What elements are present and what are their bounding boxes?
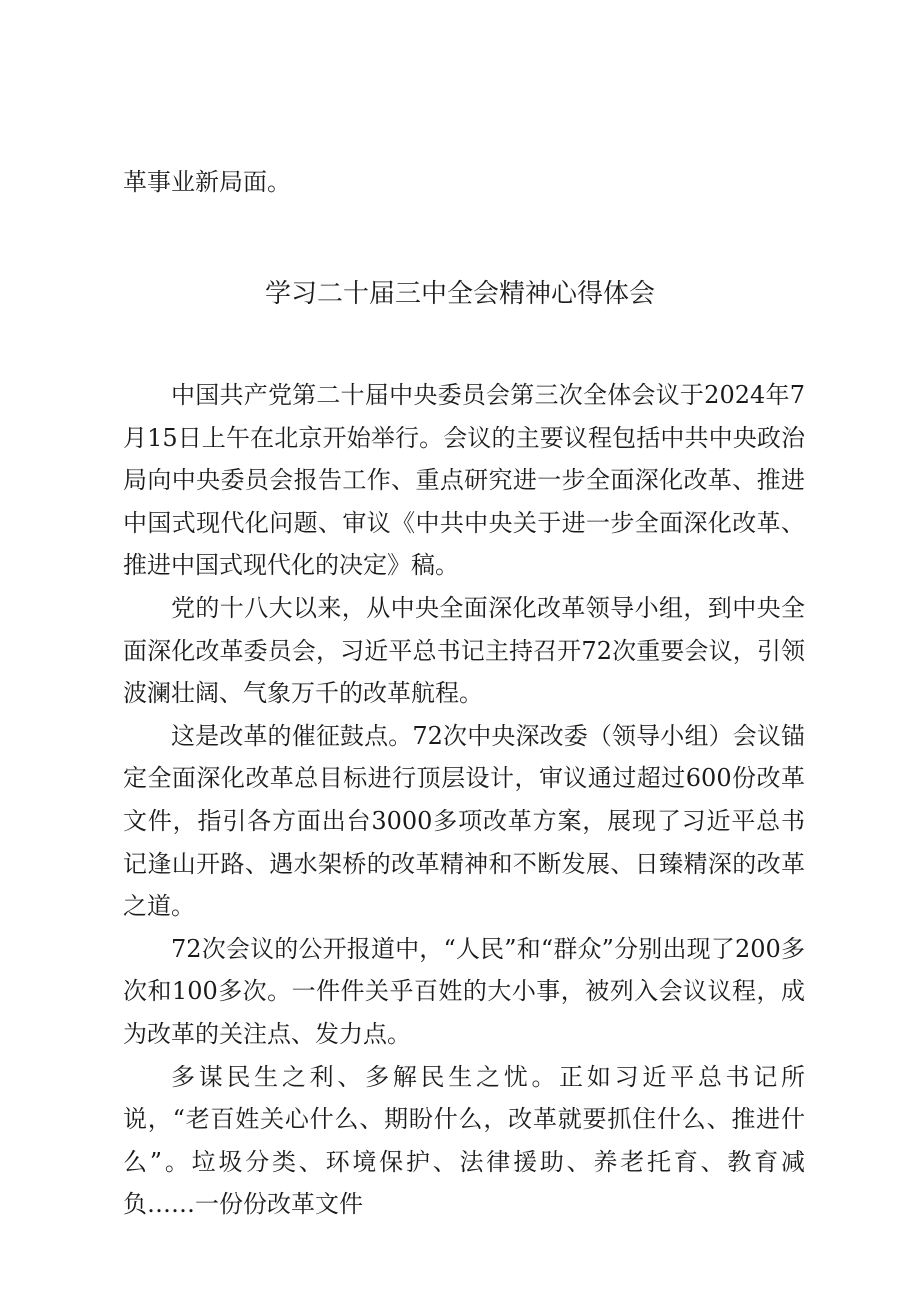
paragraph-1: 中国共产党第二十届中央委员会第三次全体会议于2024年7月15日上午在北京开始举行。会议的主要议程包括中共中央政治局向中央委员会报告工作、重点研究进一步全面深化改革、推进中国式现代化问题、审议《中共中央关于进一步全面深化改革、推进中国式现代化的决定》稿。 bbox=[123, 381, 805, 580]
paragraph-2: 党的十八大以来，从中央全面深化改革领导小组，到中央全面深化改革委员会，习近平总书记主持召开72次重要会议，引领波澜壮阔、气象万千的改革航程。 bbox=[123, 593, 805, 708]
document-body bbox=[123, 374, 805, 1226]
carryover-line: 革事业新局面。 bbox=[123, 168, 291, 196]
document-title: 学习二十届三中全会精神心得体会 bbox=[264, 279, 655, 309]
paragraph-4: 72次会议的公开报道中，“人民”和“群众”分别出现了200多次和100多次。一件件关乎百姓的大小事，被列入会议议程，成为改革的关注点、发力点。 bbox=[123, 934, 805, 1048]
paragraph-5: 多谋民生之利、多解民生之忧。正如习近平总书记所说，“老百姓关心什么、期盼什么，改革就要抓住什么、推进什么”。垃圾分类、环境保护、法律援助、养老托育、教育减负……一份份改革文件 bbox=[123, 1062, 805, 1219]
paragraph-3: 这是改革的催征鼓点。72次中央深改委（领导小组）会议锚定全面深化改革总目标进行顶层设计，审议通过超过600份改革文件，指引各方面出台3000多项改革方案，展现了习近平总书记逢山开路、遇水架桥的改革精神和不断发展、日臻精深的改革之道。 bbox=[123, 721, 805, 921]
